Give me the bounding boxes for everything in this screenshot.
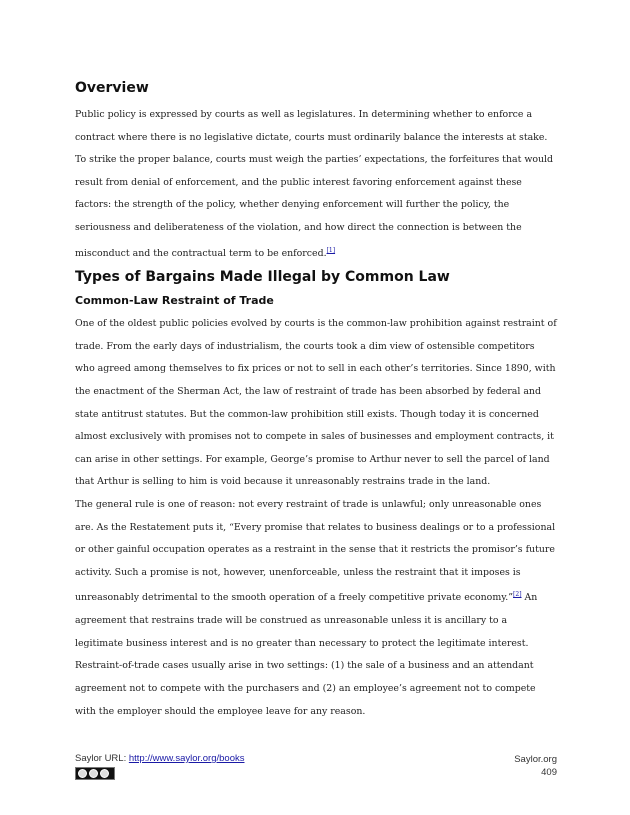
footer-page-number: 409 (541, 767, 557, 778)
creative-commons-icon (75, 767, 115, 780)
page-content (75, 78, 557, 723)
restraint-paragraph-2 (75, 494, 557, 723)
overview-text: Public policy is expressed by courts as well as legislatures. In determining whether to enforce a contract where there is no legislative dictate, courts must ordinarily balance the interests at stake. To strike the proper balance, courts must weigh the parties’ expectations, the forfeitures that would result from denial of enforcement, and the public interest favoring enforcement against these factors: the strength of the policy, whether denying enforcement will further the policy, the seriousness and deliberateness of the violation, and how direct the connection is between the misconduct and the contractual term to be enforced. (75, 109, 554, 259)
footer-url-label: Saylor URL: (75, 753, 129, 764)
cc-circle-icon (78, 769, 87, 778)
footer-url-line (75, 753, 245, 764)
restraint-paragraph-1: One of the oldest public policies evolved by courts is the common-law prohibition against restraint of trade. From the early days of industrialism, the courts took a dim view of ostensible competitors who agreed among themselves to fix prices or not to sell in each other’s territories. Since 1890, with the enactment of the Sherman Act, the law of restraint of trade has been absorbed by federal and state antitrust statutes. But the common-law prohibition still exists. Though today it is concerned almost exclusively with promises not to compete in sales of businesses and employment contracts, it can arise in other settings. For example, George’s promise to Arthur never to sell the parcel of land that Arthur is selling to him is void because it unreasonably restrains trade in the land. (75, 318, 557, 488)
restraint-paragraph-2-a: The general rule is one of reason: not every restraint of trade is unlawful; only unreasonable ones are. As the Restatement puts it, “Every promise that relates to business dealings or to a professional or other gainful occupation operates as a restraint in the sense that it restricts the promisor’s future activity. Such a promise is not, however, unenforceable, unless the restraint that it imposes is unreasonably detrimental to the smooth operation of a freely competitive private economy.” (75, 499, 556, 604)
overview-heading: Overview (75, 80, 149, 96)
footer-site: Saylor.org (514, 754, 557, 765)
types-heading: Types of Bargains Made Illegal by Common Law (75, 269, 450, 286)
nc-circle-icon (100, 769, 109, 778)
footer-right (514, 753, 557, 779)
footer-url-link[interactable]: http://www.saylor.org/books (128, 753, 245, 764)
footnote-link-1[interactable]: [1] (326, 246, 336, 254)
restraint-paragraph-2-b: An agreement that restrains trade will be construed as unreasonable unless it is ancillary to a legitimate business interest and is no greater than necessary to protect the legitimate interest. Restraint-of-trade cases usually arise in two settings: (1) the sale of a business and an attendant agreement not to compete with the purchasers and (2) an employee’s agreement not to compete with the employer should the employee leave for any reason. (75, 592, 538, 717)
overview-paragraph (75, 104, 557, 265)
restraint-subheading: Common-Law Restraint of Trade (75, 294, 274, 308)
footnote-link-2[interactable]: [2] (513, 591, 522, 599)
by-circle-icon (89, 769, 98, 778)
